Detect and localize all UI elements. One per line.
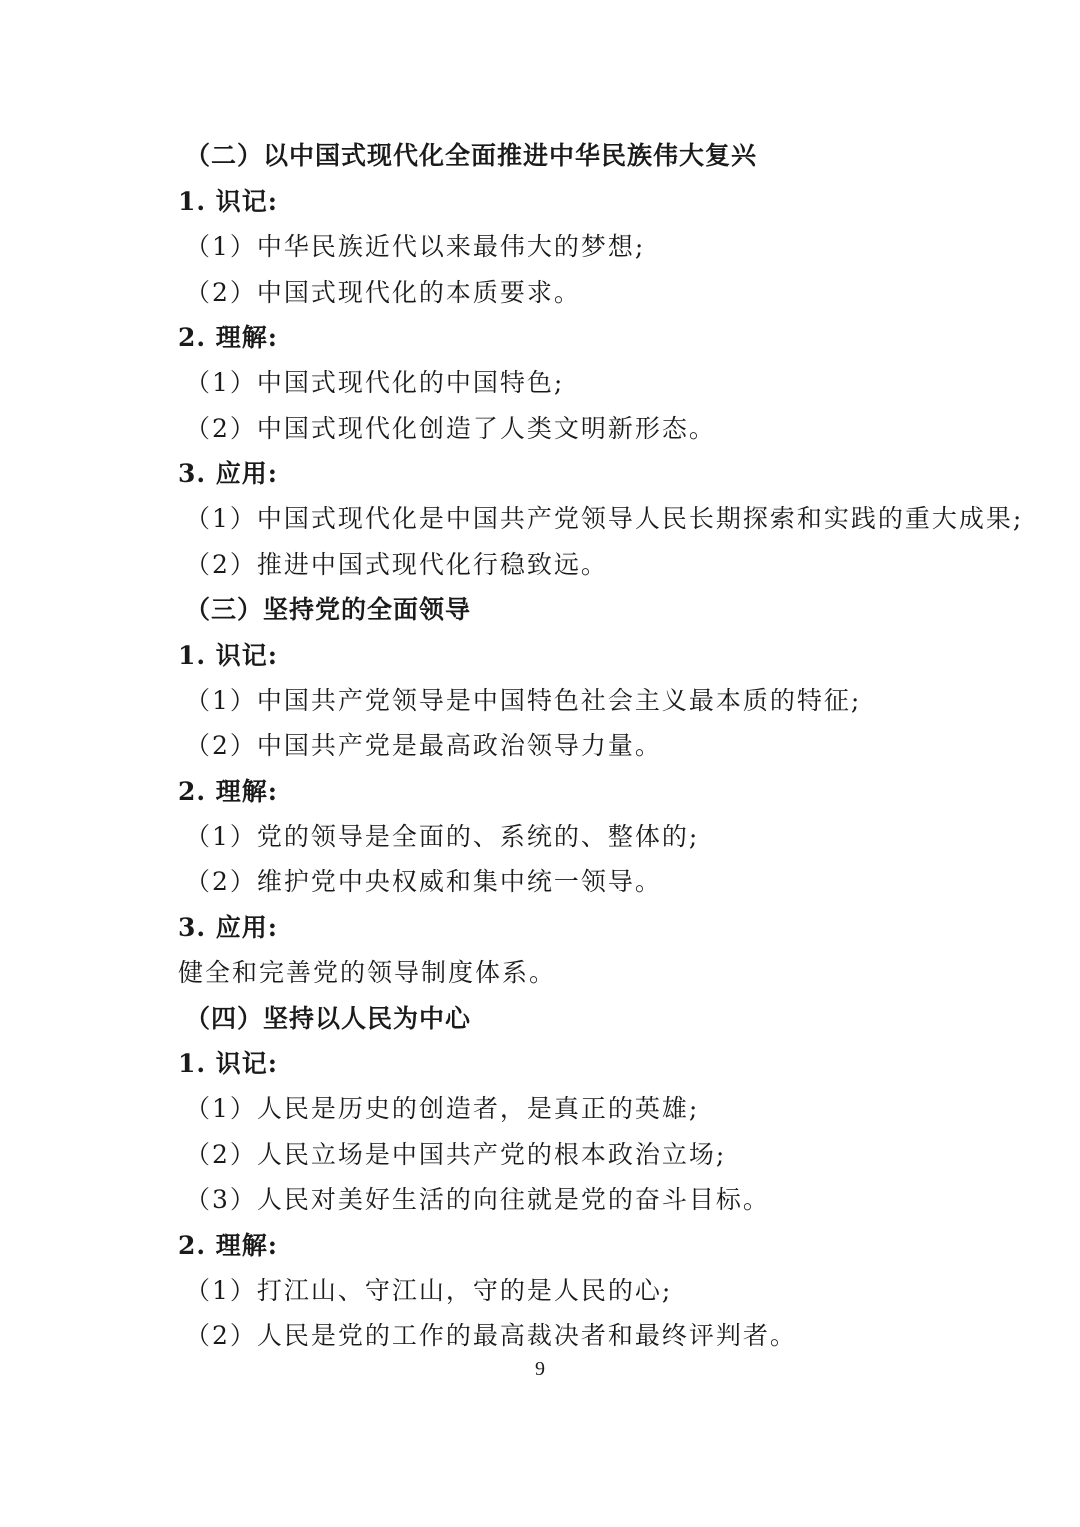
list-item: （2）维护党中央权威和集中统一领导。 — [185, 867, 662, 896]
section-heading: （四）坚持以人民为中心 — [185, 1004, 472, 1033]
list-item: （1）中国式现代化的中国特色; — [185, 368, 565, 397]
subsection-label: 2. 理解: — [178, 1231, 279, 1260]
list-item: （2）人民立场是中国共产党的根本政治立场; — [185, 1140, 727, 1169]
list-item: （2）推进中国式现代化行稳致远。 — [185, 550, 608, 579]
list-item: （1）打江山、守江山，守的是人民的心; — [185, 1276, 673, 1305]
list-item: 健全和完善党的领导制度体系。 — [178, 958, 557, 987]
section-heading: （三）坚持党的全面领导 — [185, 595, 472, 624]
section-heading: （二）以中国式现代化全面推进中华民族伟大复兴 — [185, 141, 758, 170]
list-item: （2）中国式现代化的本质要求。 — [185, 278, 581, 307]
list-item: （1）中华民族近代以来最伟大的梦想; — [185, 232, 646, 261]
list-item: （2）中国共产党是最高政治领导力量。 — [185, 731, 662, 760]
list-item: （1）中国式现代化是中国共产党领导人民长期探索和实践的重大成果; — [185, 504, 1024, 533]
list-item: （1）中国共产党领导是中国特色社会主义最本质的特征; — [185, 686, 862, 715]
list-item: （2）中国式现代化创造了人类文明新形态。 — [185, 414, 716, 443]
subsection-label: 2. 理解: — [178, 323, 279, 352]
subsection-label: 1. 识记: — [178, 187, 279, 216]
subsection-label: 2. 理解: — [178, 777, 279, 806]
subsection-label: 1. 识记: — [178, 641, 279, 670]
page-number: 9 — [535, 1358, 545, 1380]
list-item: （1）党的领导是全面的、系统的、整体的; — [185, 822, 700, 851]
subsection-label: 3. 应用: — [178, 913, 279, 942]
list-item: （3）人民对美好生活的向往就是党的奋斗目标。 — [185, 1185, 770, 1214]
list-item: （1）人民是历史的创造者，是真正的英雄; — [185, 1094, 700, 1123]
subsection-label: 1. 识记: — [178, 1049, 279, 1078]
subsection-label: 3. 应用: — [178, 459, 279, 488]
list-item: （2）人民是党的工作的最高裁决者和最终评判者。 — [185, 1321, 797, 1350]
